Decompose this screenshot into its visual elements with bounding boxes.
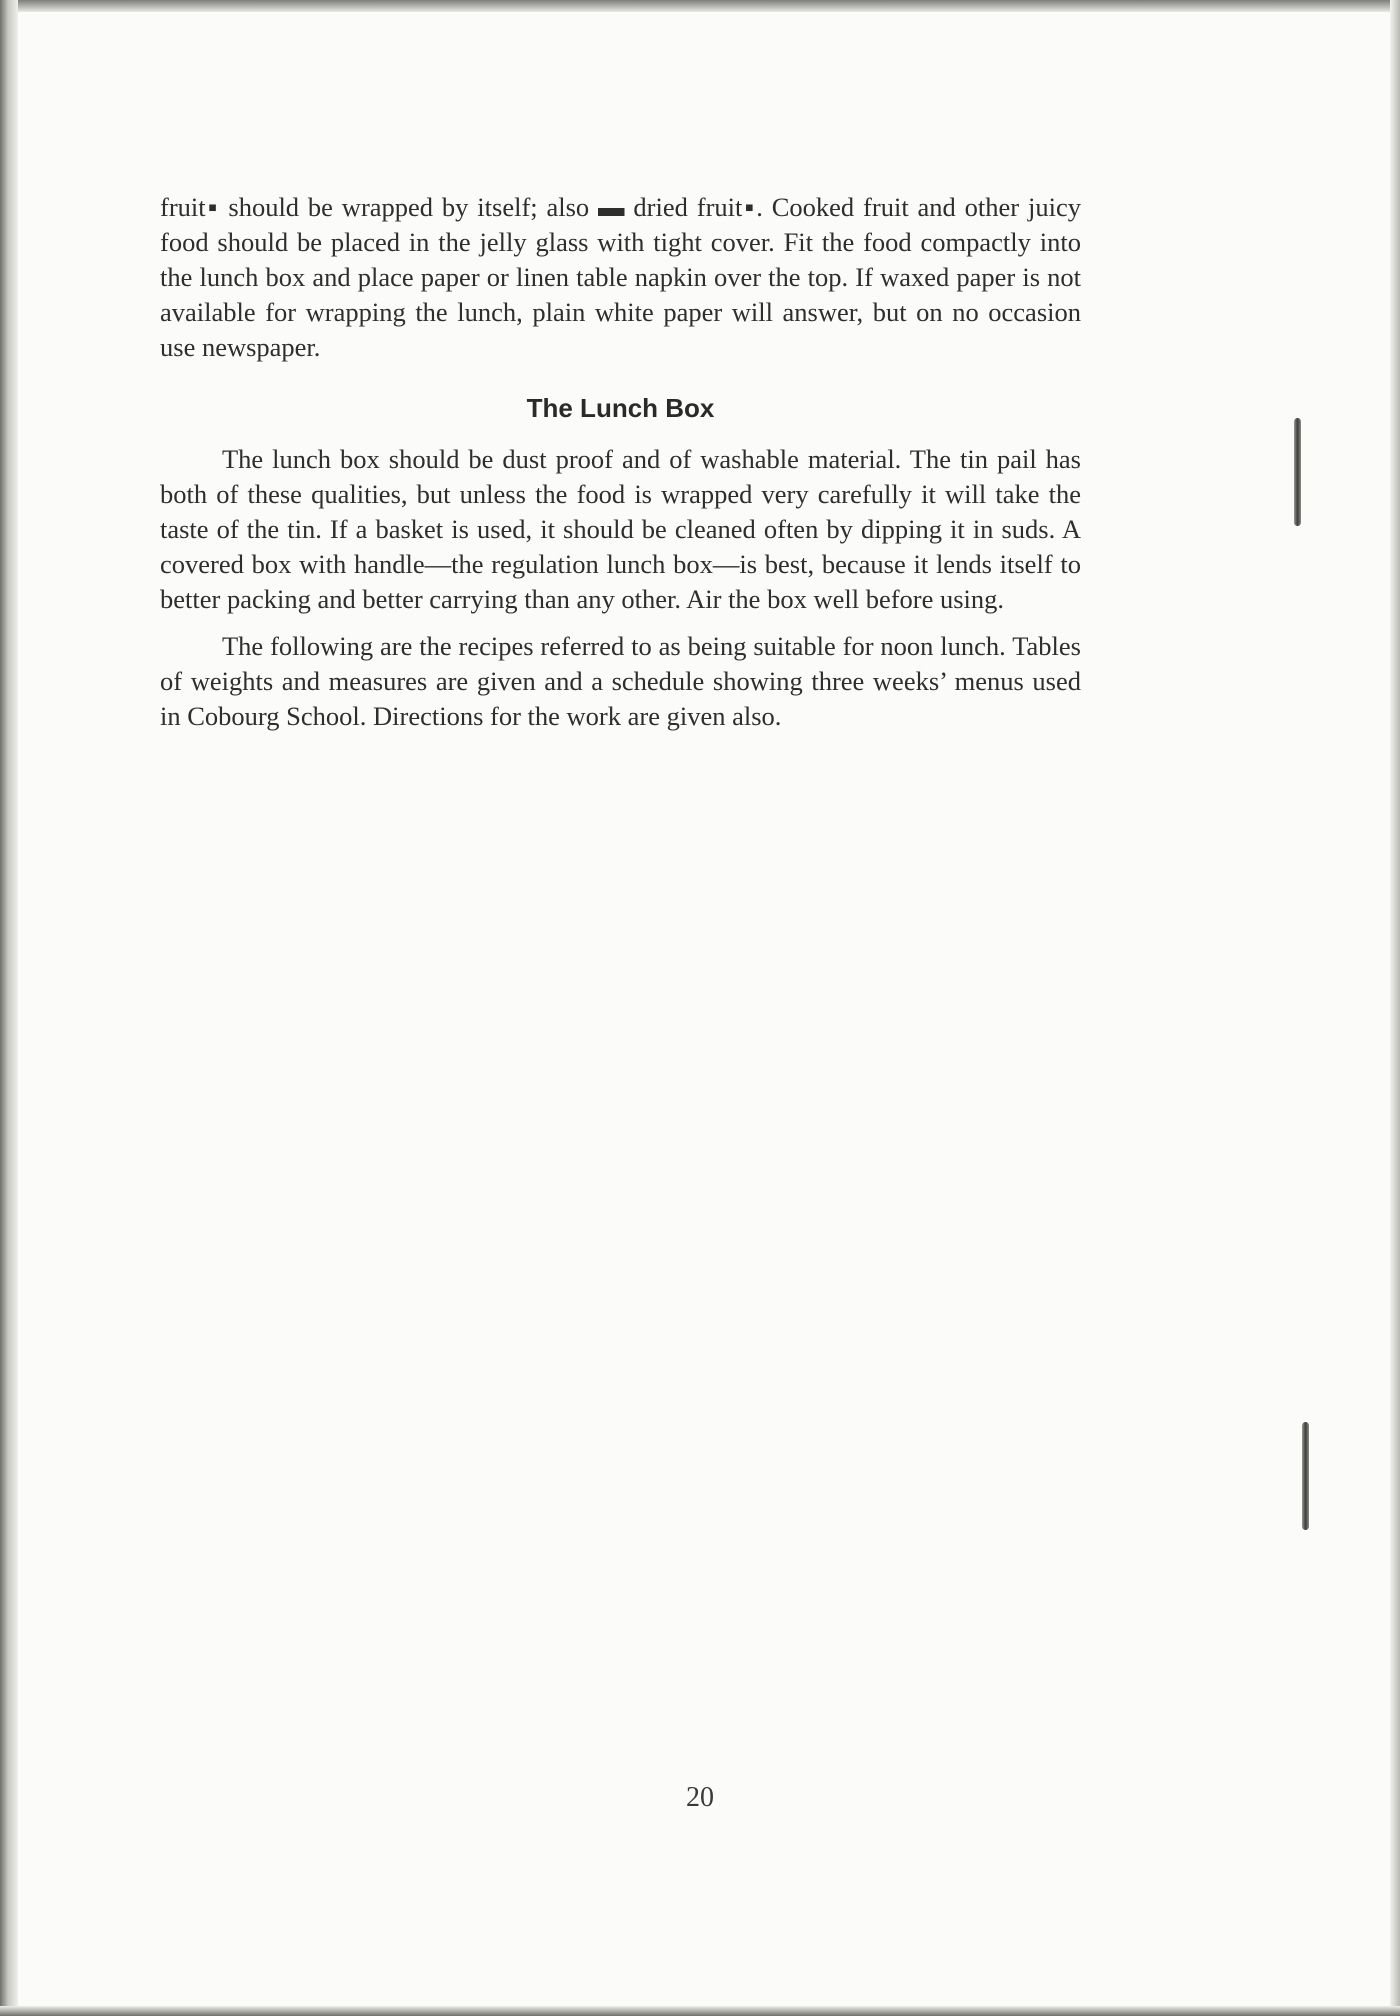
scan-edge-top: [0, 0, 1400, 12]
scan-edge-bottom: [0, 2006, 1400, 2016]
paragraph-lunch-box: The lunch box should be dust proof and of washable material. The tin pail has both of these qualities, but unless the food is wrapped very carefully it will take the taste of the tin. If a basket is used, it should be cleaned often by dipping it in suds. A covered box with handle—the regulation lunch box—is best, because it lends itself to better packing and better carrying than any other. Air the box well before using.: [160, 444, 1081, 614]
section-heading: The Lunch Box: [526, 393, 715, 423]
staple-icon: [1302, 1422, 1309, 1530]
paragraph-continuation: fruit▪ should be wrapped by itself; also ▬ dried fruit▪. Cooked fruit and other juicy food should be placed in the jelly glass with tight cover. Fit the food compactly into the lunch box and place paper or linen table napkin over the top. If waxed paper is not available for wrapping the lunch, plain white paper will answer, but on no occasion use newspaper.: [160, 192, 1081, 362]
scan-edge-right: [1390, 0, 1400, 2016]
page-number: 20: [686, 1782, 714, 1813]
staple-icon: [1294, 418, 1301, 526]
body-text: [160, 190, 1081, 734]
paragraph-recipes-intro: The following are the recipes referred to as being suitable for noon lunch. Tables of weights and measures are given and a schedule showing three weeks’ menus used in Cobourg School. Directions for the work are given also.: [160, 631, 1081, 731]
scan-edge-left: [0, 0, 18, 2016]
